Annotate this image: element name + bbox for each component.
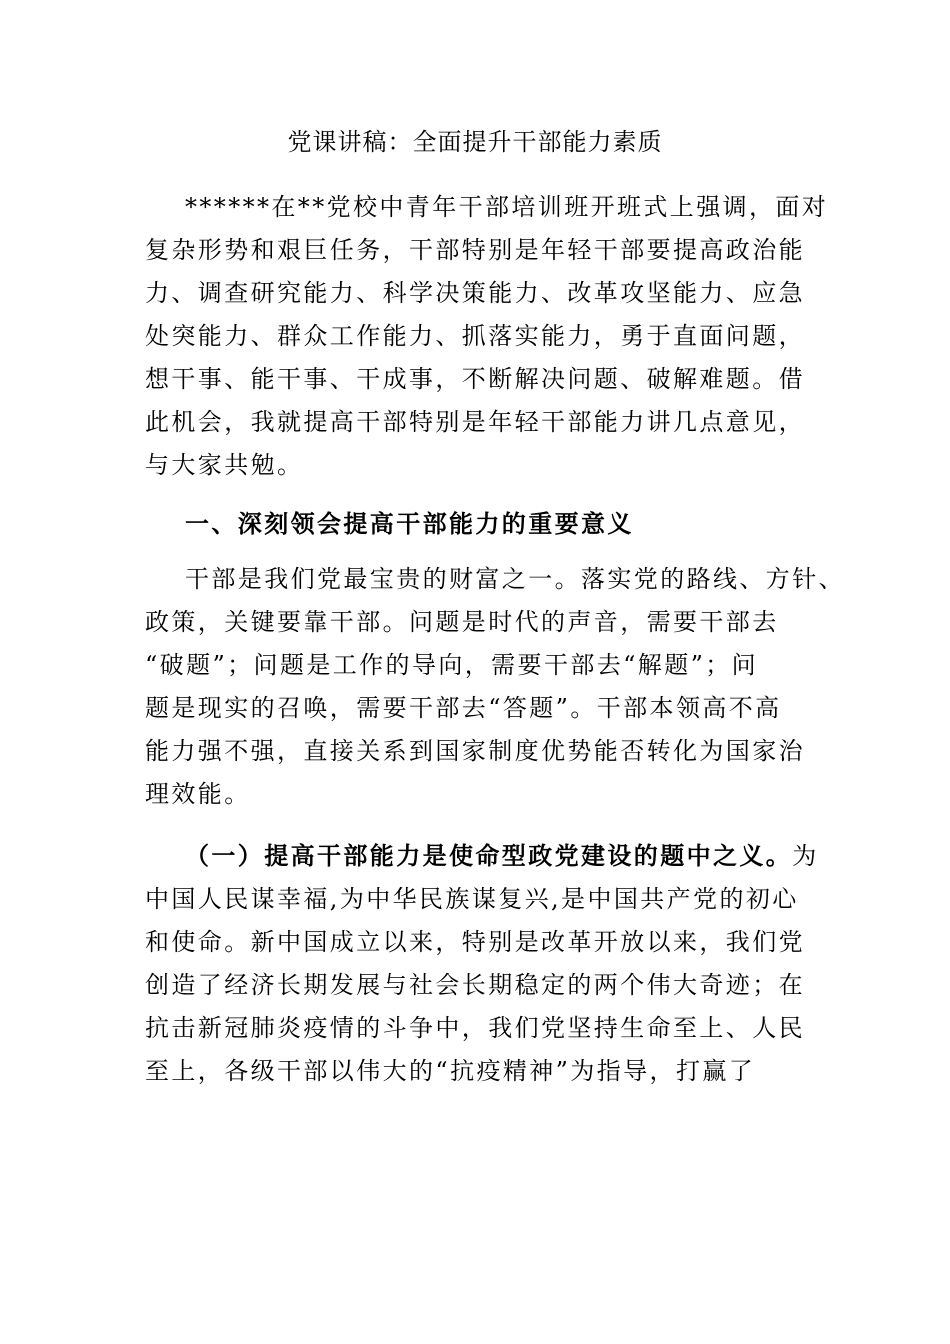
- subsection1-line-5: 抗击新冠肺炎疫情的斗争中，我们党坚持生命至上、人民: [145, 1014, 805, 1042]
- intro-paragraph: [145, 186, 829, 487]
- intro-line-2: 复杂形势和艰巨任务，干部特别是年轻干部要提高政治能: [145, 236, 805, 264]
- subsection1-paragraph: [145, 834, 819, 1093]
- subsection1-line-6: 至上，各级干部以伟大的“抗疫精神”为指导，打赢了: [145, 1057, 756, 1085]
- intro-line-4: 处突能力、群众工作能力、抓落实能力，勇于直面问题，: [145, 322, 805, 350]
- subsection1-line-2: 中国人民谋幸福,为中华民族谋复兴,是中国共产党的初心: [145, 885, 799, 913]
- intro-line-6: 此机会，我就提高干部特别是年轻干部能力讲几点意见，: [145, 408, 805, 436]
- section1-line-2: 政策，关键要靠干部。问题是时代的声音，需要干部去: [145, 608, 779, 636]
- section1-paragraph: [145, 558, 845, 816]
- intro-line-7: 与大家共勉。: [145, 451, 304, 479]
- subsection1-heading: （一）提高干部能力是使命型政党建设的题中之义。: [185, 841, 793, 870]
- section1-line-6: 理效能。: [145, 780, 251, 808]
- section1-line-4: 题是现实的召唤，需要干部去“答题”。干部本领高不高: [145, 694, 782, 722]
- intro-line-3: 力、调查研究能力、科学决策能力、改革攻坚能力、应急: [145, 279, 805, 307]
- section1-line-5: 能力强不强，直接关系到国家制度优势能否转化为国家治: [145, 737, 805, 765]
- subsection1-line-4: 创造了经济长期发展与社会长期稳定的两个伟大奇迹；在: [145, 971, 805, 999]
- subsection1-line-1: [145, 834, 819, 878]
- subsection1-heading-tail: 为: [792, 842, 819, 870]
- intro-line-1: ******在**党校中青年干部培训班开班式上强调，面对: [185, 193, 829, 221]
- document-title: 党课讲稿：全面提升干部能力素质: [287, 128, 663, 156]
- section1-line-3: “破题”；问题是工作的导向，需要干部去“解题”；问: [145, 651, 759, 679]
- intro-line-5: 想干事、能干事、干成事，不断解决问题、破解难题。借: [145, 365, 805, 393]
- section1-heading: 一、深刻领会提高干部能力的重要意义: [185, 509, 634, 538]
- section1-line-1: 干部是我们党最宝贵的财富之一。落实党的路线、方针、: [185, 565, 845, 593]
- subsection1-line-3: 和使命。新中国成立以来，特别是改革开放以来，我们党: [145, 928, 805, 956]
- section-heading: [145, 502, 805, 545]
